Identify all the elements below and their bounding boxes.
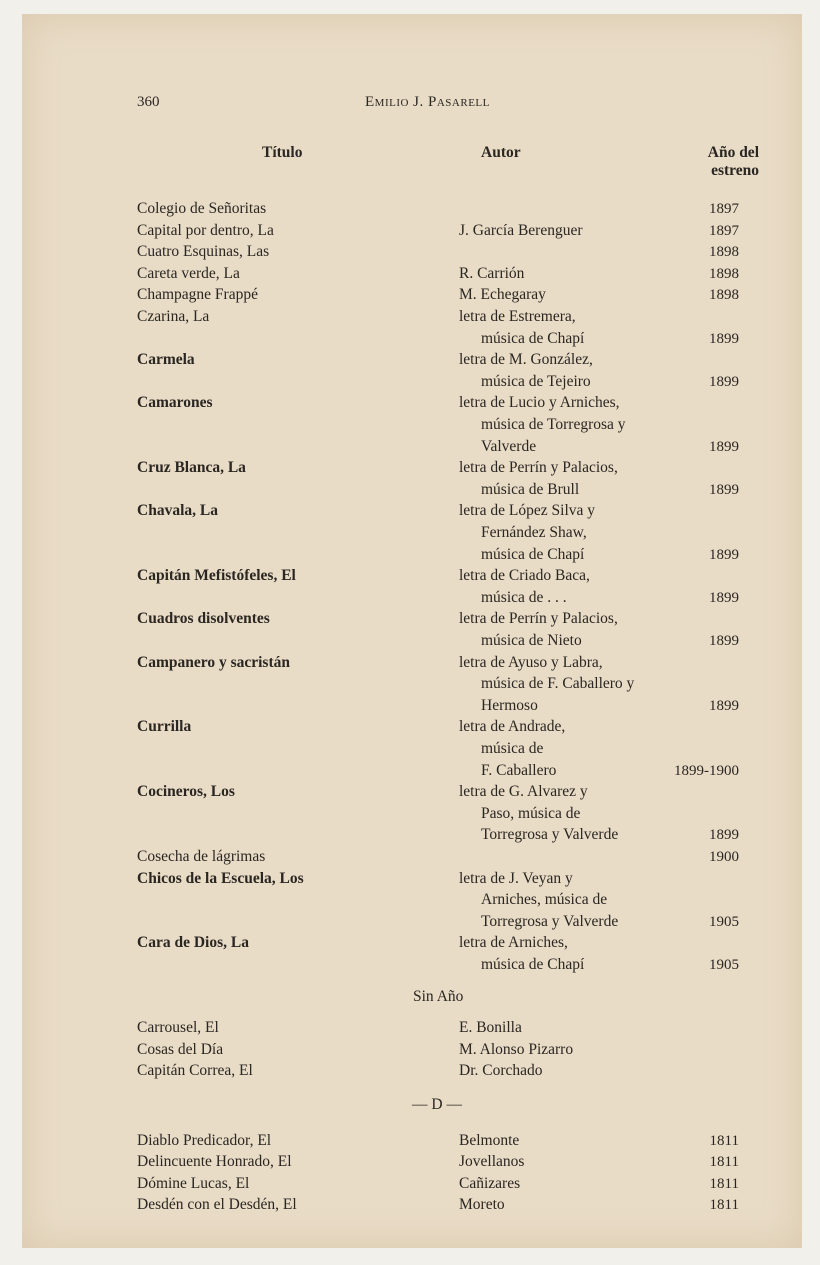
entry-author-line: música de Brull	[481, 480, 580, 498]
entry-title: Carmela	[137, 351, 195, 369]
entry-title: Chicos de la Escuela, Los	[137, 869, 304, 887]
entry-year: 1899-1900	[674, 762, 739, 779]
entry-title: Camarones	[137, 394, 213, 412]
entry-author-line: música de Chapí	[481, 329, 585, 347]
entry-author-line: Belmonte	[459, 1131, 520, 1149]
entry-title: Campanero y sacristán	[137, 653, 290, 671]
entry-author-line: Fernández Shaw,	[481, 524, 587, 541]
entry-author-line: letra de Arniches,	[459, 934, 568, 952]
entry-author-line: Jovellanos	[459, 1153, 525, 1171]
column-header-year-line1: Año del	[707, 144, 759, 161]
entry-author-line: letra de Ayuso y Labra,	[459, 653, 603, 671]
entry-author-line: F. Caballero	[481, 761, 557, 779]
entry-year: 1897	[709, 222, 739, 239]
entry-title: Cara de Dios, La	[137, 934, 249, 952]
entry-year: 1899	[709, 546, 739, 563]
column-header-year-line2: estreno	[711, 162, 759, 179]
entry-title: Desdén con el Desdén, El	[137, 1196, 297, 1214]
entry-title: Cosecha de lágrimas	[137, 848, 266, 865]
entry-year: 1899	[709, 827, 739, 844]
column-header-title: Título	[262, 144, 303, 161]
entry-year: 1899	[709, 697, 739, 714]
entry-year: 1905	[709, 957, 739, 973]
entry-title: Czarina, La	[137, 308, 210, 325]
entry-title: Champagne Frappé	[137, 286, 258, 304]
running-title: Emilio J. Pasarell	[365, 94, 490, 110]
entry-author-line: R. Carrión	[459, 264, 525, 282]
entry-author-line: música de Chapí	[481, 956, 585, 973]
entry-year: 1811	[709, 1154, 739, 1171]
entry-author-line: letra de G. Alvarez y	[459, 783, 588, 801]
entry-title: Currilla	[137, 718, 192, 736]
entry-year: 1899	[709, 481, 739, 498]
entry-author-line: música de F. Caballero y	[481, 675, 635, 693]
entry-author-line: Dr. Corchado	[459, 1062, 543, 1080]
page-number: 360	[137, 94, 160, 110]
entry-year: 1811	[709, 1175, 739, 1192]
section-label-d: — D —	[412, 1096, 462, 1113]
entry-title: Colegio de Señoritas	[137, 200, 267, 217]
entry-title: Capitán Mefistófeles, El	[137, 567, 296, 585]
entry-title: Delincuente Honrado, El	[137, 1153, 292, 1171]
entry-author-line: Valverde	[481, 437, 537, 455]
entry-author-line: música de Chapí	[481, 545, 585, 563]
entry-author-line: M. Echegaray	[459, 286, 546, 304]
entry-author-line: M. Alonso Pizarro	[459, 1040, 574, 1058]
entry-title: Cocineros, Los	[137, 783, 235, 801]
entry-year: 1811	[709, 1197, 739, 1214]
entry-title: Cruz Blanca, La	[137, 459, 246, 477]
entry-author-line: música de Nieto	[481, 632, 582, 649]
entry-author-line: Moreto	[459, 1196, 505, 1214]
entry-year: 1900	[709, 849, 739, 865]
entry-author-line: Arniches, música de	[481, 891, 608, 909]
entry-year: 1899	[709, 330, 739, 347]
entry-title: Cuatro Esquinas, Las	[137, 243, 270, 261]
entry-title: Chavala, La	[137, 502, 218, 520]
entry-year: 1899	[709, 633, 739, 649]
entry-author-line: letra de Criado Baca,	[459, 567, 590, 585]
entry-author-line: Cañizares	[459, 1174, 521, 1192]
entry-author-line: letra de J. Veyan y	[459, 869, 573, 887]
entry-author-line: letra de Estremera,	[459, 308, 576, 325]
entry-author-line: letra de Perrín y Palacios,	[459, 610, 618, 628]
entry-author-line: Torregrosa y Valverde	[481, 826, 619, 844]
entry-author-line: Hermoso	[481, 696, 538, 714]
entry-year: 1897	[709, 201, 739, 217]
entry-year: 1899	[709, 589, 739, 606]
entry-author-line: letra de López Silva y	[459, 502, 596, 520]
entry-year: 1898	[709, 287, 739, 304]
column-header-author: Autor	[481, 144, 521, 161]
entry-year: 1811	[709, 1132, 739, 1149]
entry-author-line: música de . . .	[481, 588, 567, 606]
entry-title: Capitán Correa, El	[137, 1062, 253, 1080]
entry-author-line: música de Tejeiro	[481, 372, 591, 390]
entry-author-line: letra de M. González,	[459, 351, 593, 369]
entry-title: Cuadros disolventes	[137, 610, 270, 628]
entry-title: Carrousel, El	[137, 1019, 219, 1037]
entry-author-line: Paso, música de	[481, 804, 581, 822]
entry-year: 1899	[709, 438, 739, 455]
entry-year: 1905	[709, 913, 739, 930]
entry-year: 1898	[709, 244, 739, 261]
entry-author-line: letra de Perrín y Palacios,	[459, 459, 618, 477]
entry-author-line: E. Bonilla	[459, 1019, 522, 1037]
entry-year: 1899	[709, 373, 739, 390]
entry-author-line: música de Torregrosa y	[481, 416, 626, 433]
entry-author-line: letra de Andrade,	[459, 718, 566, 736]
entry-title: Capital por dentro, La	[137, 221, 274, 239]
entry-title: Dómine Lucas, El	[137, 1174, 250, 1192]
entry-author-line: J. García Berenguer	[459, 221, 583, 239]
entry-title: Cosas del Día	[137, 1040, 224, 1058]
entry-author-line: música de	[481, 740, 544, 757]
section-label-sin-ano: Sin Año	[413, 987, 464, 1005]
entry-author-line: Torregrosa y Valverde	[481, 912, 619, 930]
entry-year: 1898	[709, 265, 739, 282]
entry-title: Diablo Predicador, El	[137, 1131, 272, 1149]
entry-title: Careta verde, La	[137, 264, 240, 282]
entry-author-line: letra de Lucio y Arniches,	[459, 394, 620, 412]
